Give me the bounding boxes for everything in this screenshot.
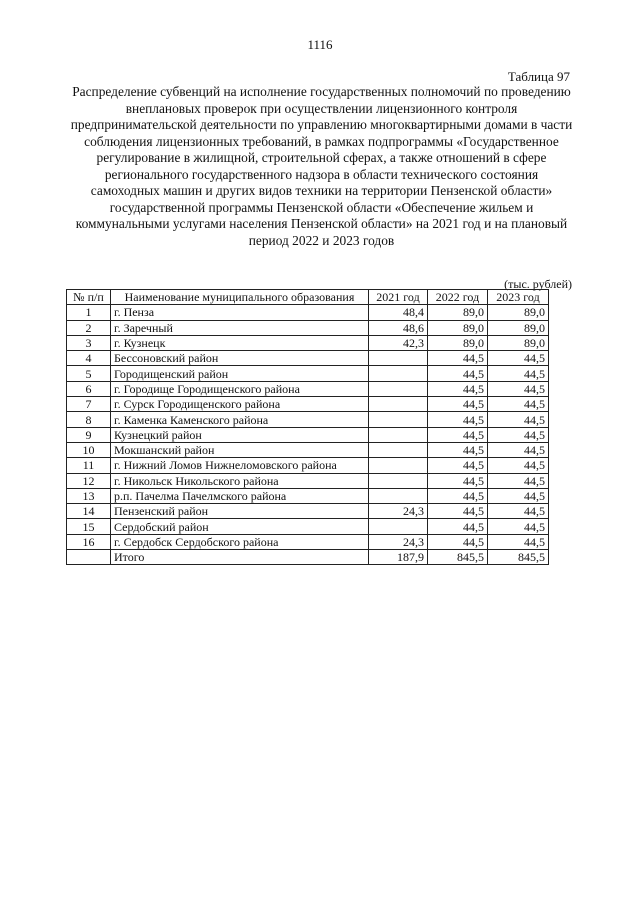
- table-row: [67, 320, 549, 335]
- table-row: [67, 504, 549, 519]
- value-2022: 44,5: [428, 458, 488, 473]
- value-2022: 89,0: [428, 320, 488, 335]
- header-2022: 2022 год: [428, 290, 488, 305]
- document-title: Распределение субвенций на исполнение государственных полномочий по проведению внеплановых проверок при осуществлении лицензионного контроля предпринимательской деятельности по управлению многоквартирными домами в части соблюдения лицензионных требований, в рамках подпрограммы «Государственное регулирование в жилищной, строительной сферах, а также отношений в сфере регионального государственного надзора в области технического состояния самоходных машин и других видов техники на территории Пензенской области» государственной программы Пензенской области «Обеспечение жильем и коммунальными услугами населения Пензенской области» на 2021 год и на плановый период 2022 и 2023 годов: [70, 84, 573, 248]
- value-2022: 44,5: [428, 473, 488, 488]
- subventions-table: [66, 289, 549, 565]
- value-2023: 44,5: [488, 458, 549, 473]
- value-2022: 44,5: [428, 366, 488, 381]
- row-number: 13: [67, 488, 111, 503]
- municipality-name: г. Каменка Каменского района: [111, 412, 369, 427]
- value-2021: [369, 351, 428, 366]
- value-2022: 44,5: [428, 519, 488, 534]
- table-body: [67, 305, 549, 565]
- table-row: [67, 397, 549, 412]
- value-2023: 44,5: [488, 412, 549, 427]
- table-label: Таблица 97: [507, 69, 570, 84]
- value-2023: 89,0: [488, 335, 549, 350]
- value-2021: [369, 458, 428, 473]
- value-2021: [369, 397, 428, 412]
- municipality-name: Сердобский район: [111, 519, 369, 534]
- value-2021: [369, 427, 428, 442]
- municipality-name: Бессоновский район: [111, 351, 369, 366]
- table-row: [67, 412, 549, 427]
- row-number: 4: [67, 351, 111, 366]
- municipality-name: г. Заречный: [111, 320, 369, 335]
- table-row: [67, 534, 549, 549]
- value-2023: 44,5: [488, 504, 549, 519]
- municipality-name: г. Кузнецк: [111, 335, 369, 350]
- municipality-name: г. Городище Городищенского района: [111, 381, 369, 396]
- municipality-name: г. Сурск Городищенского района: [111, 397, 369, 412]
- value-2021: [369, 412, 428, 427]
- header-2023: 2023 год: [488, 290, 549, 305]
- total-row: [67, 550, 549, 565]
- row-number: [67, 550, 111, 565]
- value-2021: 42,3: [369, 335, 428, 350]
- row-number: 11: [67, 458, 111, 473]
- municipality-name: Городищенский район: [111, 366, 369, 381]
- value-2021: [369, 473, 428, 488]
- table-row: [67, 458, 549, 473]
- table-row: [67, 381, 549, 396]
- value-2023: 89,0: [488, 305, 549, 320]
- value-2021: [369, 381, 428, 396]
- value-2022: 44,5: [428, 504, 488, 519]
- value-2022: 845,5: [428, 550, 488, 565]
- value-2023: 44,5: [488, 381, 549, 396]
- municipality-name: г. Сердобск Сердобского района: [111, 534, 369, 549]
- value-2022: 44,5: [428, 534, 488, 549]
- row-number: 10: [67, 442, 111, 457]
- header-municipality: Наименование муниципального образования: [111, 290, 369, 305]
- value-2023: 44,5: [488, 427, 549, 442]
- value-2023: 44,5: [488, 442, 549, 457]
- value-2023: 44,5: [488, 488, 549, 503]
- row-number: 1: [67, 305, 111, 320]
- row-number: 5: [67, 366, 111, 381]
- value-2022: 44,5: [428, 427, 488, 442]
- page-number: 1116: [307, 37, 333, 52]
- value-2022: 89,0: [428, 335, 488, 350]
- value-2023: 44,5: [488, 534, 549, 549]
- value-2021: 48,4: [369, 305, 428, 320]
- row-number: 2: [67, 320, 111, 335]
- value-2021: 48,6: [369, 320, 428, 335]
- municipality-name: Мокшанский район: [111, 442, 369, 457]
- row-number: 7: [67, 397, 111, 412]
- table-row: [67, 351, 549, 366]
- value-2023: 44,5: [488, 366, 549, 381]
- table-row: [67, 366, 549, 381]
- value-2023: 89,0: [488, 320, 549, 335]
- row-number: 14: [67, 504, 111, 519]
- value-2021: [369, 488, 428, 503]
- header-number: № п/п: [67, 290, 111, 305]
- value-2021: [369, 519, 428, 534]
- value-2023: 44,5: [488, 473, 549, 488]
- value-2021: [369, 366, 428, 381]
- row-number: 6: [67, 381, 111, 396]
- value-2023: 845,5: [488, 550, 549, 565]
- table-row: [67, 488, 549, 503]
- table-row: [67, 427, 549, 442]
- row-number: 16: [67, 534, 111, 549]
- municipality-name: г. Пенза: [111, 305, 369, 320]
- municipality-name: Итого: [111, 550, 369, 565]
- value-2022: 44,5: [428, 412, 488, 427]
- table-row: [67, 473, 549, 488]
- value-2021: 24,3: [369, 504, 428, 519]
- table-row: [67, 335, 549, 350]
- table-row: [67, 519, 549, 534]
- row-number: 15: [67, 519, 111, 534]
- value-2023: 44,5: [488, 397, 549, 412]
- row-number: 3: [67, 335, 111, 350]
- municipality-name: г. Нижний Ломов Нижнеломовского района: [111, 458, 369, 473]
- table-row: [67, 305, 549, 320]
- municipality-name: Кузнецкий район: [111, 427, 369, 442]
- value-2022: 44,5: [428, 488, 488, 503]
- value-2023: 44,5: [488, 519, 549, 534]
- row-number: 12: [67, 473, 111, 488]
- value-2022: 44,5: [428, 381, 488, 396]
- value-2022: 44,5: [428, 351, 488, 366]
- value-2021: 24,3: [369, 534, 428, 549]
- row-number: 9: [67, 427, 111, 442]
- value-2022: 44,5: [428, 442, 488, 457]
- municipality-name: Пензенский район: [111, 504, 369, 519]
- table-row: [67, 442, 549, 457]
- table-header-row: [67, 290, 549, 305]
- units-label: (тыс. рублей): [504, 277, 572, 291]
- value-2022: 44,5: [428, 397, 488, 412]
- municipality-name: р.п. Пачелма Пачелмского района: [111, 488, 369, 503]
- row-number: 8: [67, 412, 111, 427]
- value-2021: [369, 442, 428, 457]
- header-2021: 2021 год: [369, 290, 428, 305]
- value-2021: 187,9: [369, 550, 428, 565]
- value-2022: 89,0: [428, 305, 488, 320]
- municipality-name: г. Никольск Никольского района: [111, 473, 369, 488]
- value-2023: 44,5: [488, 351, 549, 366]
